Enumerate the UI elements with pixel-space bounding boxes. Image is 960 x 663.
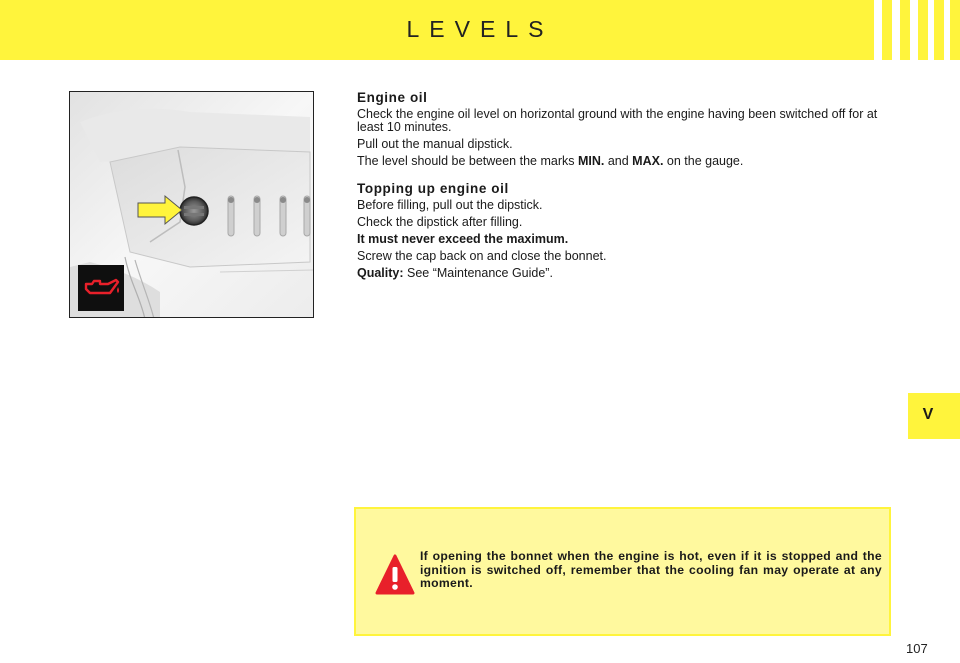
- engine-bay-photo: [69, 91, 314, 318]
- level-text-prefix: The level should be between the marks: [357, 154, 578, 168]
- section-tab-label: V: [922, 406, 934, 423]
- quality-label: Quality:: [357, 266, 404, 280]
- section-tab: [908, 393, 960, 439]
- exclamation-triangle-icon: [375, 553, 415, 597]
- page-header: [0, 0, 960, 60]
- never-exceed-bold: It must never exceed the maximum.: [357, 232, 569, 246]
- header-decoration: [864, 0, 950, 60]
- header-stripe: [928, 0, 934, 60]
- header-stripe: [944, 0, 950, 60]
- oil-can-warning-icon: [78, 265, 124, 311]
- main-content: [357, 90, 897, 284]
- engine-oil-heading: Engine oil: [357, 90, 428, 105]
- engine-oil-dipstick-text: Pull out the manual dipstick.: [357, 137, 513, 151]
- hot-engine-warning-text: If opening the bonnet when the engine is hot, even if it is stopped and the ignition is switched off, remember that the cooling fan may operate at any moment.: [420, 549, 882, 590]
- hot-engine-warning-box: [354, 507, 891, 636]
- level-text-mid: and: [604, 154, 633, 168]
- topping-up-never-exceed-text: [357, 233, 897, 246]
- topping-up-heading: Topping up engine oil: [357, 181, 509, 196]
- spacer: [357, 172, 897, 181]
- engine-oil-level-text: [357, 155, 897, 168]
- topping-up-screw-cap-text: Screw the cap back on and close the bonnet.: [357, 249, 607, 263]
- header-stripe: [910, 0, 918, 60]
- engine-oil-check-text: Check the engine oil level on horizontal ground with the engine having been switched off for at least 10 minutes.: [357, 107, 878, 134]
- page-title: LEVELS: [406, 16, 554, 42]
- quality-reference: See “Maintenance Guide”.: [403, 266, 553, 280]
- oil-filler-cap: [180, 197, 208, 225]
- min-mark: MIN.: [577, 154, 605, 168]
- level-text-suffix: on the gauge.: [663, 154, 744, 168]
- quality-text: [357, 267, 897, 280]
- max-mark: MAX.: [632, 154, 664, 168]
- header-stripe: [874, 0, 882, 60]
- topping-up-check-text: Check the dipstick after filling.: [357, 215, 523, 229]
- page-number: 107: [906, 641, 928, 656]
- topping-up-before-text: Before filling, pull out the dipstick.: [357, 198, 543, 212]
- header-stripe: [892, 0, 900, 60]
